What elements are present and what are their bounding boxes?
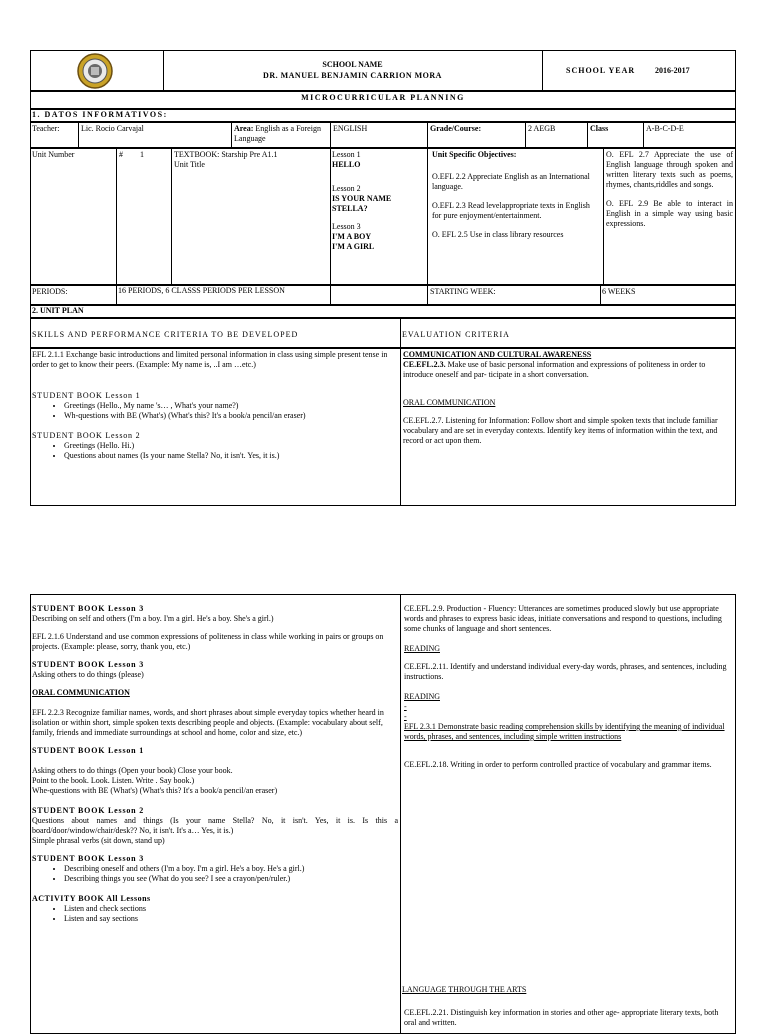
unit-number-label: Unit Number [32, 150, 75, 159]
area-label: Area: [234, 124, 254, 133]
ce-2-3-label: CE.EFL.2.3. [403, 360, 446, 369]
reading-title-2: READING [404, 692, 440, 701]
teacher-name: Lic. Rocio Carvajal [81, 124, 144, 133]
class-label: Class [590, 124, 609, 133]
unit-plan-heading: 2. UNIT PLAN [32, 306, 84, 315]
skills-header: SKILLS AND PERFORMANCE CRITERIA TO BE DEVELOPED [32, 330, 299, 339]
objective-2-2: O.EFL 2.2 Appreciate English as an International language. [432, 172, 590, 191]
p2-sb1-line-1: Asking others to do things (Open your book) Close your book. [32, 766, 233, 775]
school-name: SCHOOL NAME [322, 60, 383, 69]
datos-heading: 1. DATOS INFORMATIVOS: [32, 110, 168, 119]
p2-sb3-title: STUDENT BOOK Lesson 3 [32, 604, 145, 613]
objective-2-9: O. EFL 2.9 Be able to interact in English in a simple way using basic expressions. [606, 199, 733, 228]
sb-lesson-1-title: STUDENT BOOK Lesson 1 [32, 391, 141, 400]
reading-title-1: READING [404, 644, 440, 653]
lesson-3b-title: I'M A GIRL [332, 242, 375, 251]
lesson-2-title: IS YOUR NAME STELLA? [332, 194, 392, 213]
skills-column [32, 350, 398, 461]
p2-sb3c-title: STUDENT BOOK Lesson 3 [32, 854, 145, 863]
unit-hash: # [119, 150, 123, 159]
efl-2-1-6: EFL 2.1.6 Understand and use common expressions of politeness in class while working in pairs or groups on projects. (Example: please, sorry, thank you, etc.) [32, 632, 384, 651]
p2-sb1-line-3: Whe-questions with BE (What's) (What's this? It's a book/a pencil/an eraser) [32, 786, 278, 795]
ce-2-9: CE.EFL.2.9. Production - Fluency: Utterances are sometimes produced slowly but use appropriate words and phrases to express basic ideas, initiate conversations and respond to questions, including some chunks of language and short sentences. [404, 604, 722, 633]
sb1-item-1: • Greetings (Hello., My name 's… , What's your name?) [64, 401, 398, 411]
lesson-1-title: HELLO [332, 160, 361, 169]
sb1-item-2: • Wh-questions with BE (What's) (What's this? It's a book/a pencil/an eraser) [64, 411, 398, 421]
objective-2-3: O.EFL 2.3 Read levelappropriate texts in English for pure enjoyment/entertainment. [432, 201, 590, 220]
textbook: TEXTBOOK: Starship Pre A1.1 [174, 150, 278, 159]
efl-2-2-3: EFL 2.2.3 Recognize familiar names, words, and short phrases about simple everyday topics whether heard in isolation or within short, simple spoken texts describing people and objects. (Example: vocabulary about self, family, friends and immediate surroundings at school and home, color and size, etc.) [32, 708, 384, 737]
evaluation-header: EVALUATION CRITERIA [402, 330, 510, 339]
lesson-3-label: Lesson 3 [332, 222, 361, 231]
p2-oral-title: ORAL COMMUNICATION [32, 688, 130, 697]
ce-2-3 [403, 360, 733, 380]
lesson-3-title: I'M A BOY [332, 232, 372, 241]
lesson-list [332, 150, 427, 252]
p2-sb3c-item-2: • Describing things you see (What do you see? I see a crayon/pen/ruler.) [64, 874, 398, 884]
school-year-label: SCHOOL YEAR [566, 66, 636, 75]
grade-value: 2 AEGB [528, 124, 556, 133]
objective-2-7: O. EFL 2.7 Appreciate the use of English language through spoken and written literary texts such as poems, rhymes, chants,riddles and songs. [606, 150, 733, 189]
school-full-name: DR. MANUEL BENJAMIN CARRION MORA [263, 71, 442, 80]
unit-title-label: Unit Title [174, 160, 205, 169]
lesson-1-label: Lesson 1 [332, 150, 361, 159]
p2-sb2-title: STUDENT BOOK Lesson 2 [32, 806, 145, 815]
evaluation-column [403, 350, 733, 446]
periods-label: PERIODS: [32, 287, 68, 296]
starting-week-label: STARTING WEEK: [430, 287, 496, 296]
ce-2-7: CE.EFL.2.7. Listening for Information: Follow short and simple spoken texts that include familiar vocabulary and are set in everyday contexts. Identify key items of information within the text, and record or act upon them. [403, 416, 718, 445]
plan-title: MICROCURRICULAR PLANNING [301, 93, 465, 102]
periods-value: 16 PERIODS, 6 CLASSS PERIODS PER LESSON [118, 286, 285, 295]
p2-sb2-text2: Simple phrasal verbs (sit down, stand up) [32, 836, 165, 845]
area-value: English as a Foreign Language [234, 124, 321, 143]
sb2-item-2: • Questions about names (Is your name Stella? No, it isn't. Yes, it is.) [64, 451, 398, 461]
lesson-2-label: Lesson 2 [332, 184, 361, 193]
efl-2-1-1: EFL 2.1.1 Exchange basic introductions and limited personal information in class using simple present tense in order to get to know their peers. (Example: My name is, ..I am …etc.) [32, 350, 388, 369]
p2-sb2-text: Questions about names and things (Is your name Stella? No, it isn't. Yes, it is. Is this a board/door/window/chair/desk?? No, it isn't. It's a… Yes, it is.) [32, 816, 398, 835]
arts-title: LANGUAGE THROUGH THE ARTS [402, 985, 527, 994]
area-language: ENGLISH [333, 124, 368, 133]
class-value: A-B-C-D-E [646, 124, 684, 133]
objectives-label: Unit Specific Objectives: [432, 150, 517, 159]
ce-2-21: CE.EFL.2.21. Distinguish key information in stories and other age- appropriate literary texts, both oral and written. [404, 1008, 719, 1027]
area-cell [234, 124, 328, 144]
p2-sb3c-item-1: • Describing oneself and others (I'm a boy. I'm a girl. He's a boy. He's a girl.) [64, 864, 398, 874]
ce-2-11: CE.EFL.2.11. Identify and understand individual every-day words, phrases, and sentences, including instructions. [404, 662, 727, 681]
weeks-value: 6 WEEKS [602, 287, 636, 296]
p2-sb3-text: Describing on self and others (I'm a boy. I'm a girl. He's a boy. She's a girl.) [32, 614, 274, 623]
page2-evaluation-column [404, 604, 732, 770]
ce-2-3-text: Make use of basic personal information and expressions of politeness in order to introduce oneself and par- ticipate in a short conversation. [403, 360, 706, 379]
sb2-item-1: • Greetings (Hello. Hi.) [64, 441, 398, 451]
p2-ab-item-1: • Listen and check sections [64, 904, 398, 914]
comm-cultural-title: COMMUNICATION AND CULTURAL AWARENESS [403, 350, 592, 359]
oral-comm-title: ORAL COMMUNICATION [403, 398, 496, 407]
grade-label: Grade/Course: [430, 124, 482, 133]
ce-2-18: CE.EFL.2.18. Writing in order to perform controlled practice of vocabulary and grammar items. [404, 760, 712, 769]
teacher-label: Teacher: [32, 124, 60, 133]
sb-lesson-2-title: STUDENT BOOK Lesson 2 [32, 431, 141, 440]
p2-sb3b-title: STUDENT BOOK Lesson 3 [32, 660, 145, 669]
page2-skills-column [32, 604, 398, 924]
objective-2-5: O. EFL 2.5 Use in class library resources [432, 230, 564, 239]
p2-sb3b-text: Asking others to do things (please) [32, 670, 144, 679]
unit-plan-row [30, 305, 736, 318]
school-logo-icon [76, 52, 114, 90]
dash-2: - [404, 712, 407, 721]
objectives-right [606, 150, 733, 229]
p2-sb1-line-2: Point to the book. Look. Listen. Write . Say book.) [32, 776, 195, 785]
school-year: 2016-2017 [655, 66, 690, 75]
p2-ab-item-2: • Listen and say sections [64, 914, 398, 924]
p2-sb1-title: STUDENT BOOK Lesson 1 [32, 746, 145, 755]
efl-2-3-1: EFL 2.3.1 Demonstrate basic reading comprehension skills by identifying the meaning of individual words, phrases, and sentences, including simple written instructions [404, 722, 725, 741]
objectives-mid [432, 150, 600, 240]
dash-1: - [404, 702, 407, 711]
p2-ab-title: ACTIVITY BOOK All Lessons [32, 894, 151, 903]
unit-number: 1 [140, 150, 144, 159]
